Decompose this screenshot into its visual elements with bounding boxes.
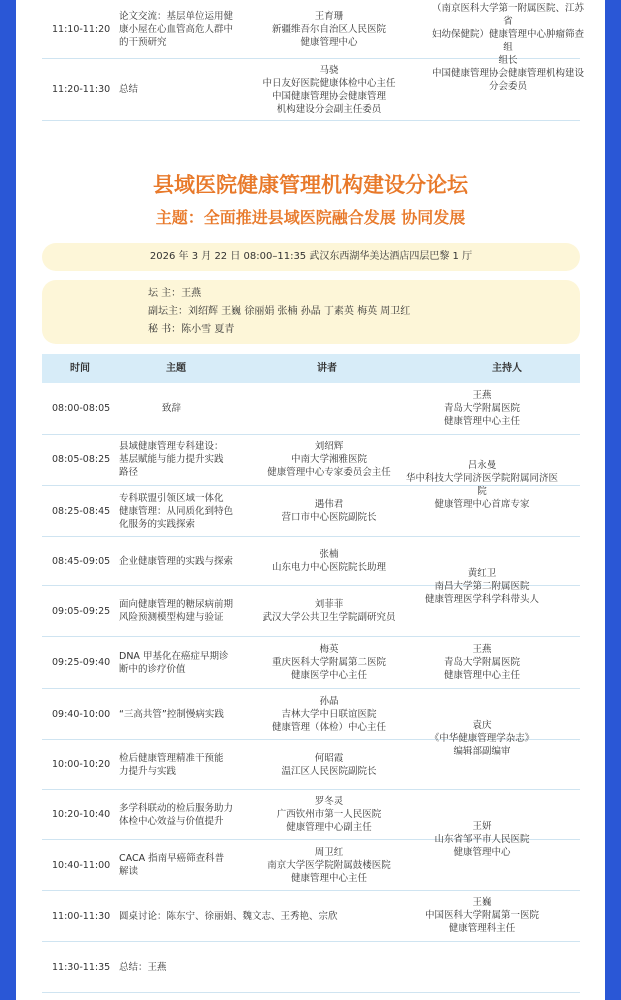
row-time: 10:20-10:40 [52, 809, 111, 820]
agenda-page [16, 0, 605, 1000]
host-cell: 黄红卫 南昌大学第二附属医院 健康管理医学科学科带头人 [424, 568, 539, 605]
forum-theme: 主题：全面推进县域医院融合发展 协同发展 [155, 208, 466, 227]
row-speaker: 孙晶 吉林大学中日联谊医院 健康管理（体检）中心主任 [271, 695, 386, 733]
row-speaker: 马骁 中日友好医院健康体检中心主任 中国健康管理协会健康管理 机构建设分会副主任委员 [262, 64, 396, 115]
organizers-box [42, 280, 580, 344]
host-cell: 王燕 青岛大学附属医院 健康管理中心主任 [443, 644, 520, 681]
row-topic: 面向健康管理的糖尿病前期 风险预测模型构建与验证 [119, 599, 234, 623]
date-venue-bar [42, 243, 580, 271]
row-speaker: 张楠 山东电力中心医院院长助理 [271, 549, 386, 573]
row-topic: 检后健康管理精准干预能 力提升与实践 [119, 752, 224, 777]
forum-title: 县域医院健康管理机构建设分论坛 [153, 172, 468, 197]
row-topic: DNA 甲基化在癌症早期诊 断中的诊疗价值 [119, 650, 229, 675]
row-speaker: 罗冬灵 广西钦州市第一人民医院 健康管理中心副主任 [276, 796, 382, 833]
chair: 坛 主：王燕 [148, 288, 202, 299]
row-time: 11:20-11:30 [52, 84, 111, 95]
row-time: 09:25-09:40 [52, 657, 111, 668]
host-cell: 王巍 中国医科大学附属第一医院 健康管理科主任 [424, 897, 539, 934]
row-topic: 论文交流：基层单位运用健 康小屋在心血管高危人群中 的干预研究 [119, 10, 234, 48]
row-time: 09:05-09:25 [52, 605, 111, 617]
row-topic: “三高共管”控制慢病实践 [119, 708, 224, 720]
secretary: 秘 书：陈小雪 夏青 [148, 324, 235, 335]
row-time: 10:00-10:20 [52, 759, 111, 770]
row-topic: 致辞 [162, 403, 182, 414]
row-time: 11:10-11:20 [52, 23, 111, 35]
row-topic: 县域健康管理专科建设： 基层赋能与能力提升实践 路径 [119, 441, 224, 478]
table-header [42, 354, 580, 383]
row-time: 08:25-08:45 [52, 505, 111, 517]
host-cell: 王燕 青岛大学附属医院 健康管理中心主任 [443, 390, 520, 427]
row-speaker: 刘绍辉 中南大学湘雅医院 健康管理中心专家委员会主任 [267, 441, 391, 478]
row-speaker: 周卫红 南京大学医学院附属鼓楼医院 健康管理中心主任 [267, 846, 391, 884]
row-speaker: 梅英 重庆医科大学附属第二医院 健康医学中心主任 [271, 644, 386, 681]
row-topic: 专科联盟引领区域一体化 健康管理：从同质化到特色 化服务的实践探索 [119, 492, 234, 530]
header-host: 主持人 [492, 363, 522, 374]
vice-chairs: 副坛主：刘绍辉 王巍 徐丽娟 张楠 孙晶 丁素英 梅英 周卫红 [148, 306, 411, 317]
date-venue: 2026 年 3 月 22 日 08:00–11:35 武汉东西湖华美达酒店四层巴黎 1 厅 [149, 251, 473, 262]
row-topic: 企业健康管理的实践与探索 [119, 555, 234, 567]
row-time: 11:30-11:35 [52, 961, 111, 973]
row-time: 08:00-08:05 [52, 403, 111, 414]
row-speaker: 王育珊 新疆维吾尔自治区人民医院 健康管理中心 [271, 10, 386, 48]
row-time: 11:00-11:30 [52, 910, 111, 922]
row-topic: 圆桌讨论：陈东宁、徐丽娟、魏文志、王秀艳、宗欣 [119, 910, 338, 922]
header-time: 时间 [70, 363, 90, 374]
host-cell: 袁庆 《中华健康管理学杂志》 编辑部副编审 [429, 720, 535, 757]
row-topic: 总结：王燕 [119, 961, 167, 973]
row-topic: 多学科联动的检后服务助力 体检中心效益与价值提升 [119, 802, 234, 827]
row-time: 08:05-08:25 [52, 454, 111, 465]
host-cell: 吕永曼 华中科技大学同济医学院附属同济医院 健康管理中心首席专家 [405, 459, 558, 510]
row-speaker: 刘菲菲 武汉大学公共卫生学院副研究员 [262, 599, 396, 623]
row-topic: CACA 指南早癌筛查科普 解读 [119, 853, 225, 877]
row-speaker: 何昭霞 温江区人民医院副院长 [281, 752, 377, 777]
row-speaker: 遇伟君 营口市中心医院副院长 [281, 499, 377, 523]
table-row [42, 942, 580, 993]
row-time: 09:40-10:00 [52, 708, 111, 720]
header-topic: 主题 [166, 363, 186, 374]
host-cell: （南京医科大学第一附属医院、江苏省 妇幼保健院）健康管理中心肿瘤筛查组 组长 中国健康管理协会健康管理机构建设 分会委员 [431, 3, 584, 92]
row-topic: 总结 [119, 84, 139, 95]
row-time: 08:45-09:05 [52, 555, 111, 567]
header-speaker: 讲者 [317, 363, 337, 374]
host-cell: 王妍 山东省邹平市人民医院 健康管理中心 [434, 821, 530, 858]
row-time: 10:40-11:00 [52, 859, 111, 871]
